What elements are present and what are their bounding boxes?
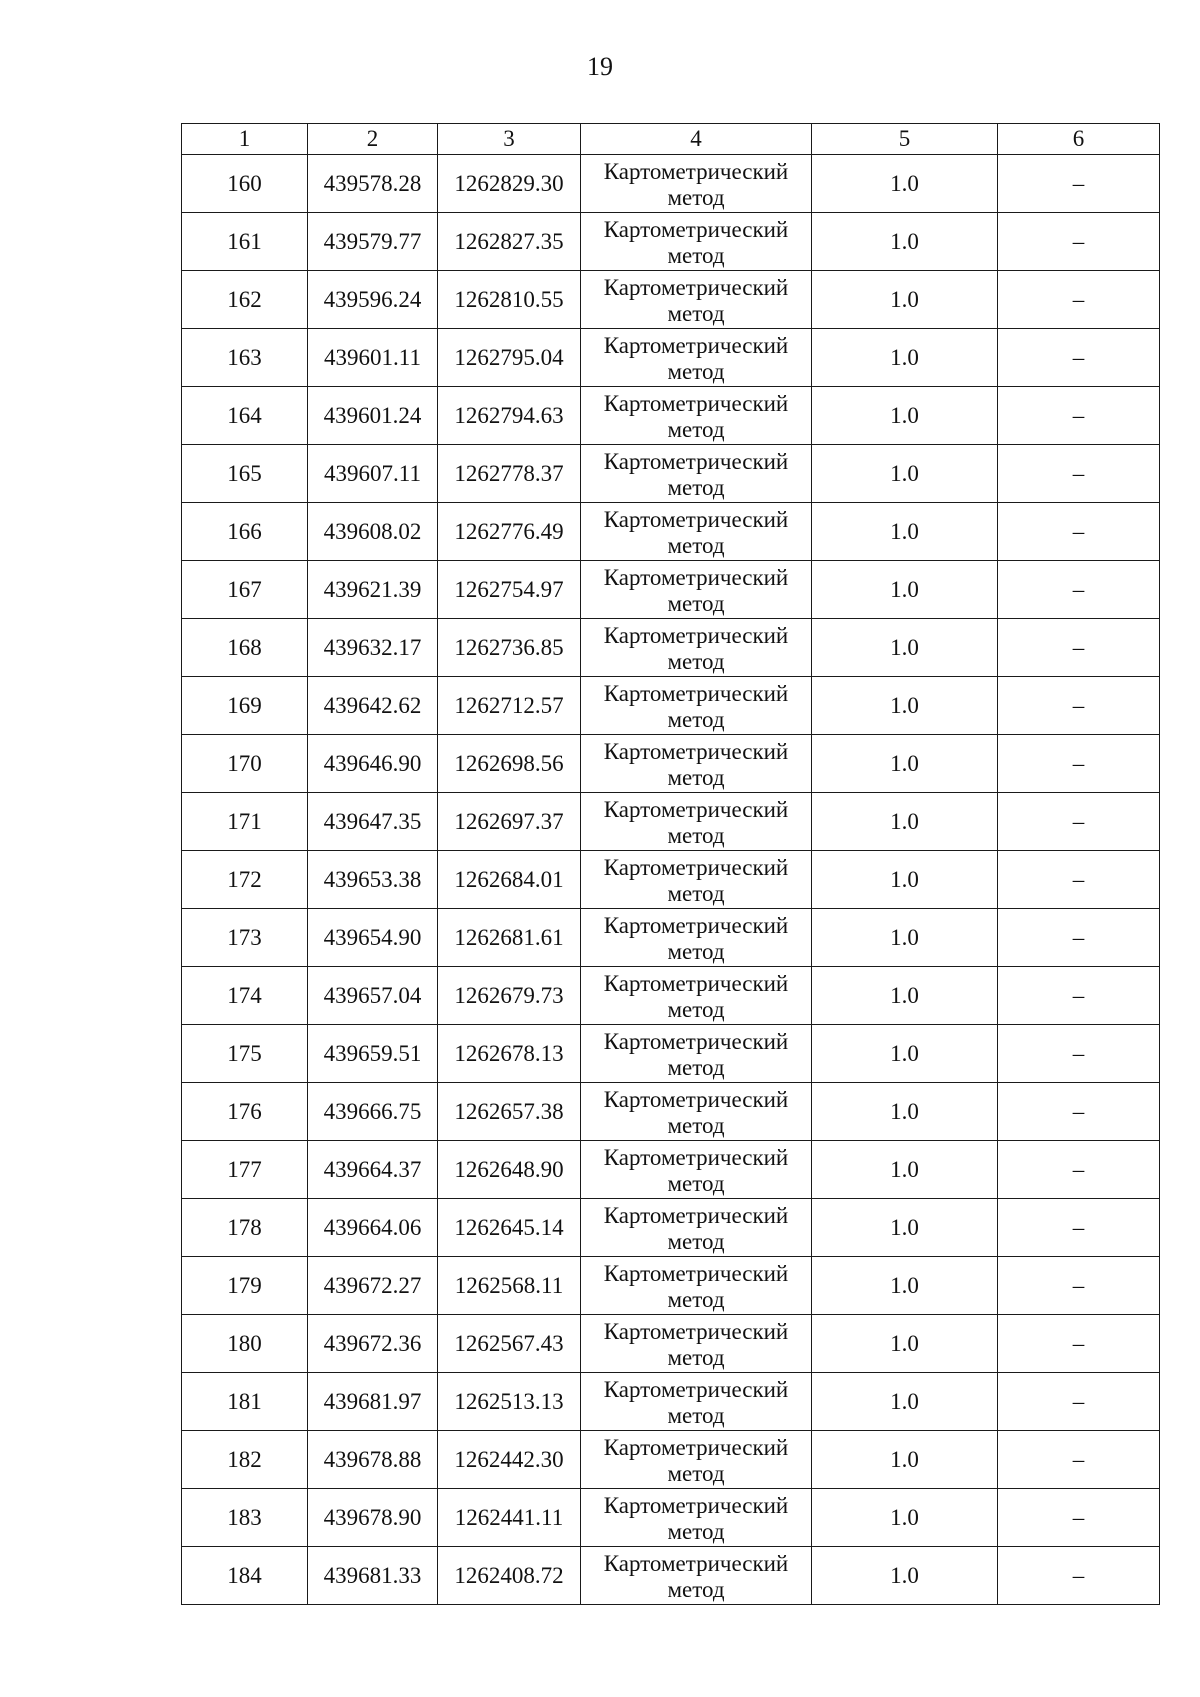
table-row bbox=[182, 967, 1160, 1025]
column-header: 6 bbox=[998, 124, 1160, 155]
table-row bbox=[182, 213, 1160, 271]
accuracy-cell: 1.0 bbox=[812, 851, 998, 909]
note-cell: – bbox=[998, 1083, 1160, 1141]
y-coordinate-cell: 1262684.01 bbox=[438, 851, 581, 909]
table-header-row bbox=[182, 124, 1160, 155]
method-cell bbox=[581, 1257, 812, 1315]
note-cell: – bbox=[998, 445, 1160, 503]
method-cell bbox=[581, 967, 812, 1025]
accuracy-cell: 1.0 bbox=[812, 1315, 998, 1373]
method-text-line2: метод bbox=[667, 1228, 725, 1254]
y-coordinate-cell: 1262513.13 bbox=[438, 1373, 581, 1431]
point-number-cell: 176 bbox=[182, 1083, 308, 1141]
column-header: 1 bbox=[182, 124, 308, 155]
note-cell: – bbox=[998, 1025, 1160, 1083]
table-row bbox=[182, 561, 1160, 619]
point-number-cell: 182 bbox=[182, 1431, 308, 1489]
method-text-line1: Картометрический bbox=[603, 158, 789, 184]
x-coordinate-cell: 439608.02 bbox=[308, 503, 438, 561]
y-coordinate-cell: 1262827.35 bbox=[438, 213, 581, 271]
method-cell bbox=[581, 271, 812, 329]
note-cell: – bbox=[998, 155, 1160, 213]
point-number-cell: 171 bbox=[182, 793, 308, 851]
accuracy-cell: 1.0 bbox=[812, 619, 998, 677]
method-cell bbox=[581, 387, 812, 445]
method-text-line2: метод bbox=[667, 300, 725, 326]
page-number: 19 bbox=[587, 52, 613, 81]
table-row bbox=[182, 677, 1160, 735]
method-text-line1: Картометрический bbox=[603, 332, 789, 358]
method-text-line1: Картометрический bbox=[603, 1202, 789, 1228]
method-text-line1: Картометрический bbox=[603, 448, 789, 474]
point-number-cell: 177 bbox=[182, 1141, 308, 1199]
note-cell: – bbox=[998, 1315, 1160, 1373]
table-row bbox=[182, 503, 1160, 561]
method-text-line1: Картометрический bbox=[603, 1086, 789, 1112]
method-cell bbox=[581, 909, 812, 967]
method-cell bbox=[581, 1431, 812, 1489]
y-coordinate-cell: 1262712.57 bbox=[438, 677, 581, 735]
x-coordinate-cell: 439666.75 bbox=[308, 1083, 438, 1141]
note-cell: – bbox=[998, 1199, 1160, 1257]
x-coordinate-cell: 439621.39 bbox=[308, 561, 438, 619]
note-cell: – bbox=[998, 213, 1160, 271]
accuracy-cell: 1.0 bbox=[812, 1083, 998, 1141]
y-coordinate-cell: 1262567.43 bbox=[438, 1315, 581, 1373]
note-cell: – bbox=[998, 503, 1160, 561]
note-cell: – bbox=[998, 851, 1160, 909]
x-coordinate-cell: 439653.38 bbox=[308, 851, 438, 909]
method-text-line1: Картометрический bbox=[603, 274, 789, 300]
point-number-cell: 184 bbox=[182, 1547, 308, 1605]
accuracy-cell: 1.0 bbox=[812, 561, 998, 619]
column-header: 4 bbox=[581, 124, 812, 155]
y-coordinate-cell: 1262681.61 bbox=[438, 909, 581, 967]
point-number-cell: 183 bbox=[182, 1489, 308, 1547]
y-coordinate-cell: 1262810.55 bbox=[438, 271, 581, 329]
accuracy-cell: 1.0 bbox=[812, 677, 998, 735]
note-cell: – bbox=[998, 271, 1160, 329]
method-text-line2: метод bbox=[667, 706, 725, 732]
note-cell: – bbox=[998, 1547, 1160, 1605]
x-coordinate-cell: 439601.11 bbox=[308, 329, 438, 387]
accuracy-cell: 1.0 bbox=[812, 503, 998, 561]
table-row bbox=[182, 445, 1160, 503]
note-cell: – bbox=[998, 387, 1160, 445]
method-text-line1: Картометрический bbox=[603, 506, 789, 532]
table-row bbox=[182, 155, 1160, 213]
x-coordinate-cell: 439578.28 bbox=[308, 155, 438, 213]
y-coordinate-cell: 1262829.30 bbox=[438, 155, 581, 213]
method-text-line2: метод bbox=[667, 996, 725, 1022]
y-coordinate-cell: 1262568.11 bbox=[438, 1257, 581, 1315]
method-text-line1: Картометрический bbox=[603, 564, 789, 590]
method-text-line2: метод bbox=[667, 184, 725, 210]
method-cell bbox=[581, 1373, 812, 1431]
method-text-line2: метод bbox=[667, 358, 725, 384]
note-cell: – bbox=[998, 909, 1160, 967]
x-coordinate-cell: 439672.36 bbox=[308, 1315, 438, 1373]
method-text-line2: метод bbox=[667, 474, 725, 500]
point-number-cell: 166 bbox=[182, 503, 308, 561]
table-row bbox=[182, 1373, 1160, 1431]
point-number-cell: 179 bbox=[182, 1257, 308, 1315]
note-cell: – bbox=[998, 1431, 1160, 1489]
accuracy-cell: 1.0 bbox=[812, 387, 998, 445]
accuracy-cell: 1.0 bbox=[812, 1025, 998, 1083]
point-number-cell: 180 bbox=[182, 1315, 308, 1373]
point-number-cell: 165 bbox=[182, 445, 308, 503]
table-row bbox=[182, 1083, 1160, 1141]
y-coordinate-cell: 1262778.37 bbox=[438, 445, 581, 503]
method-text-line2: метод bbox=[667, 242, 725, 268]
table-row bbox=[182, 1489, 1160, 1547]
method-text-line1: Картометрический bbox=[603, 1434, 789, 1460]
y-coordinate-cell: 1262679.73 bbox=[438, 967, 581, 1025]
point-number-cell: 172 bbox=[182, 851, 308, 909]
table-row bbox=[182, 851, 1160, 909]
method-text-line2: метод bbox=[667, 416, 725, 442]
table-row bbox=[182, 329, 1160, 387]
point-number-cell: 174 bbox=[182, 967, 308, 1025]
method-text-line2: метод bbox=[667, 764, 725, 790]
method-cell bbox=[581, 851, 812, 909]
table-row bbox=[182, 1315, 1160, 1373]
note-cell: – bbox=[998, 1141, 1160, 1199]
point-number-cell: 162 bbox=[182, 271, 308, 329]
x-coordinate-cell: 439659.51 bbox=[308, 1025, 438, 1083]
note-cell: – bbox=[998, 677, 1160, 735]
accuracy-cell: 1.0 bbox=[812, 271, 998, 329]
table-body bbox=[182, 124, 1160, 1605]
method-text-line2: метод bbox=[667, 1576, 725, 1602]
accuracy-cell: 1.0 bbox=[812, 445, 998, 503]
method-text-line1: Картометрический bbox=[603, 1028, 789, 1054]
accuracy-cell: 1.0 bbox=[812, 735, 998, 793]
y-coordinate-cell: 1262776.49 bbox=[438, 503, 581, 561]
method-cell bbox=[581, 1083, 812, 1141]
point-number-cell: 168 bbox=[182, 619, 308, 677]
point-number-cell: 170 bbox=[182, 735, 308, 793]
method-text-line1: Картометрический bbox=[603, 912, 789, 938]
method-cell bbox=[581, 213, 812, 271]
x-coordinate-cell: 439632.17 bbox=[308, 619, 438, 677]
table-row bbox=[182, 735, 1160, 793]
point-number-cell: 160 bbox=[182, 155, 308, 213]
method-cell bbox=[581, 619, 812, 677]
method-text-line1: Картометрический bbox=[603, 854, 789, 880]
note-cell: – bbox=[998, 619, 1160, 677]
note-cell: – bbox=[998, 329, 1160, 387]
accuracy-cell: 1.0 bbox=[812, 967, 998, 1025]
method-cell bbox=[581, 735, 812, 793]
x-coordinate-cell: 439596.24 bbox=[308, 271, 438, 329]
point-number-cell: 167 bbox=[182, 561, 308, 619]
point-number-cell: 181 bbox=[182, 1373, 308, 1431]
note-cell: – bbox=[998, 1373, 1160, 1431]
accuracy-cell: 1.0 bbox=[812, 155, 998, 213]
method-text-line2: метод bbox=[667, 1054, 725, 1080]
method-cell bbox=[581, 445, 812, 503]
method-text-line2: метод bbox=[667, 532, 725, 558]
note-cell: – bbox=[998, 561, 1160, 619]
note-cell: – bbox=[998, 967, 1160, 1025]
y-coordinate-cell: 1262794.63 bbox=[438, 387, 581, 445]
method-cell bbox=[581, 1199, 812, 1257]
method-cell bbox=[581, 155, 812, 213]
method-cell bbox=[581, 1141, 812, 1199]
point-number-cell: 163 bbox=[182, 329, 308, 387]
method-text-line2: метод bbox=[667, 822, 725, 848]
method-text-line2: метод bbox=[667, 1286, 725, 1312]
method-cell bbox=[581, 561, 812, 619]
accuracy-cell: 1.0 bbox=[812, 1199, 998, 1257]
table-row bbox=[182, 909, 1160, 967]
x-coordinate-cell: 439646.90 bbox=[308, 735, 438, 793]
method-text-line2: метод bbox=[667, 1344, 725, 1370]
column-header: 5 bbox=[812, 124, 998, 155]
table-row bbox=[182, 1547, 1160, 1605]
method-text-line2: метод bbox=[667, 1518, 725, 1544]
table-row bbox=[182, 793, 1160, 851]
table-row bbox=[182, 1025, 1160, 1083]
x-coordinate-cell: 439678.88 bbox=[308, 1431, 438, 1489]
method-cell bbox=[581, 1025, 812, 1083]
accuracy-cell: 1.0 bbox=[812, 1489, 998, 1547]
table-row bbox=[182, 1257, 1160, 1315]
method-text-line2: метод bbox=[667, 590, 725, 616]
accuracy-cell: 1.0 bbox=[812, 909, 998, 967]
accuracy-cell: 1.0 bbox=[812, 213, 998, 271]
coordinates-table bbox=[181, 123, 1160, 1605]
method-text-line2: метод bbox=[667, 1460, 725, 1486]
table-row bbox=[182, 387, 1160, 445]
method-cell bbox=[581, 503, 812, 561]
accuracy-cell: 1.0 bbox=[812, 1141, 998, 1199]
method-text-line1: Картометрический bbox=[603, 796, 789, 822]
point-number-cell: 178 bbox=[182, 1199, 308, 1257]
note-cell: – bbox=[998, 1257, 1160, 1315]
method-text-line2: метод bbox=[667, 1112, 725, 1138]
point-number-cell: 173 bbox=[182, 909, 308, 967]
point-number-cell: 175 bbox=[182, 1025, 308, 1083]
method-cell bbox=[581, 1489, 812, 1547]
note-cell: – bbox=[998, 735, 1160, 793]
method-text-line1: Картометрический bbox=[603, 970, 789, 996]
table-row bbox=[182, 619, 1160, 677]
x-coordinate-cell: 439579.77 bbox=[308, 213, 438, 271]
x-coordinate-cell: 439678.90 bbox=[308, 1489, 438, 1547]
method-text-line2: метод bbox=[667, 938, 725, 964]
column-header: 2 bbox=[308, 124, 438, 155]
note-cell: – bbox=[998, 793, 1160, 851]
method-text-line1: Картометрический bbox=[603, 680, 789, 706]
method-text-line2: метод bbox=[667, 648, 725, 674]
x-coordinate-cell: 439672.27 bbox=[308, 1257, 438, 1315]
method-text-line2: метод bbox=[667, 1170, 725, 1196]
x-coordinate-cell: 439681.33 bbox=[308, 1547, 438, 1605]
y-coordinate-cell: 1262648.90 bbox=[438, 1141, 581, 1199]
method-cell bbox=[581, 329, 812, 387]
x-coordinate-cell: 439647.35 bbox=[308, 793, 438, 851]
y-coordinate-cell: 1262657.38 bbox=[438, 1083, 581, 1141]
accuracy-cell: 1.0 bbox=[812, 1257, 998, 1315]
table-row bbox=[182, 1199, 1160, 1257]
table-row bbox=[182, 1141, 1160, 1199]
accuracy-cell: 1.0 bbox=[812, 1547, 998, 1605]
y-coordinate-cell: 1262442.30 bbox=[438, 1431, 581, 1489]
y-coordinate-cell: 1262795.04 bbox=[438, 329, 581, 387]
method-cell bbox=[581, 677, 812, 735]
method-text-line2: метод bbox=[667, 880, 725, 906]
y-coordinate-cell: 1262697.37 bbox=[438, 793, 581, 851]
y-coordinate-cell: 1262698.56 bbox=[438, 735, 581, 793]
y-coordinate-cell: 1262408.72 bbox=[438, 1547, 581, 1605]
method-text-line1: Картометрический bbox=[603, 1318, 789, 1344]
method-cell bbox=[581, 1547, 812, 1605]
point-number-cell: 169 bbox=[182, 677, 308, 735]
x-coordinate-cell: 439642.62 bbox=[308, 677, 438, 735]
y-coordinate-cell: 1262441.11 bbox=[438, 1489, 581, 1547]
x-coordinate-cell: 439607.11 bbox=[308, 445, 438, 503]
accuracy-cell: 1.0 bbox=[812, 1373, 998, 1431]
y-coordinate-cell: 1262678.13 bbox=[438, 1025, 581, 1083]
y-coordinate-cell: 1262754.97 bbox=[438, 561, 581, 619]
method-text-line1: Картометрический bbox=[603, 1550, 789, 1576]
x-coordinate-cell: 439654.90 bbox=[308, 909, 438, 967]
x-coordinate-cell: 439601.24 bbox=[308, 387, 438, 445]
x-coordinate-cell: 439681.97 bbox=[308, 1373, 438, 1431]
method-text-line1: Картометрический bbox=[603, 390, 789, 416]
x-coordinate-cell: 439664.06 bbox=[308, 1199, 438, 1257]
x-coordinate-cell: 439657.04 bbox=[308, 967, 438, 1025]
method-text-line1: Картометрический bbox=[603, 1492, 789, 1518]
y-coordinate-cell: 1262736.85 bbox=[438, 619, 581, 677]
method-text-line1: Картометрический bbox=[603, 738, 789, 764]
method-text-line1: Картометрический bbox=[603, 1260, 789, 1286]
accuracy-cell: 1.0 bbox=[812, 793, 998, 851]
note-cell: – bbox=[998, 1489, 1160, 1547]
method-cell bbox=[581, 793, 812, 851]
y-coordinate-cell: 1262645.14 bbox=[438, 1199, 581, 1257]
accuracy-cell: 1.0 bbox=[812, 1431, 998, 1489]
point-number-cell: 161 bbox=[182, 213, 308, 271]
method-text-line1: Картометрический bbox=[603, 1376, 789, 1402]
method-cell bbox=[581, 1315, 812, 1373]
table-row bbox=[182, 1431, 1160, 1489]
column-header: 3 bbox=[438, 124, 581, 155]
method-text-line2: метод bbox=[667, 1402, 725, 1428]
table-row bbox=[182, 271, 1160, 329]
method-text-line1: Картометрический bbox=[603, 622, 789, 648]
method-text-line1: Картометрический bbox=[603, 216, 789, 242]
x-coordinate-cell: 439664.37 bbox=[308, 1141, 438, 1199]
point-number-cell: 164 bbox=[182, 387, 308, 445]
method-text-line1: Картометрический bbox=[603, 1144, 789, 1170]
accuracy-cell: 1.0 bbox=[812, 329, 998, 387]
